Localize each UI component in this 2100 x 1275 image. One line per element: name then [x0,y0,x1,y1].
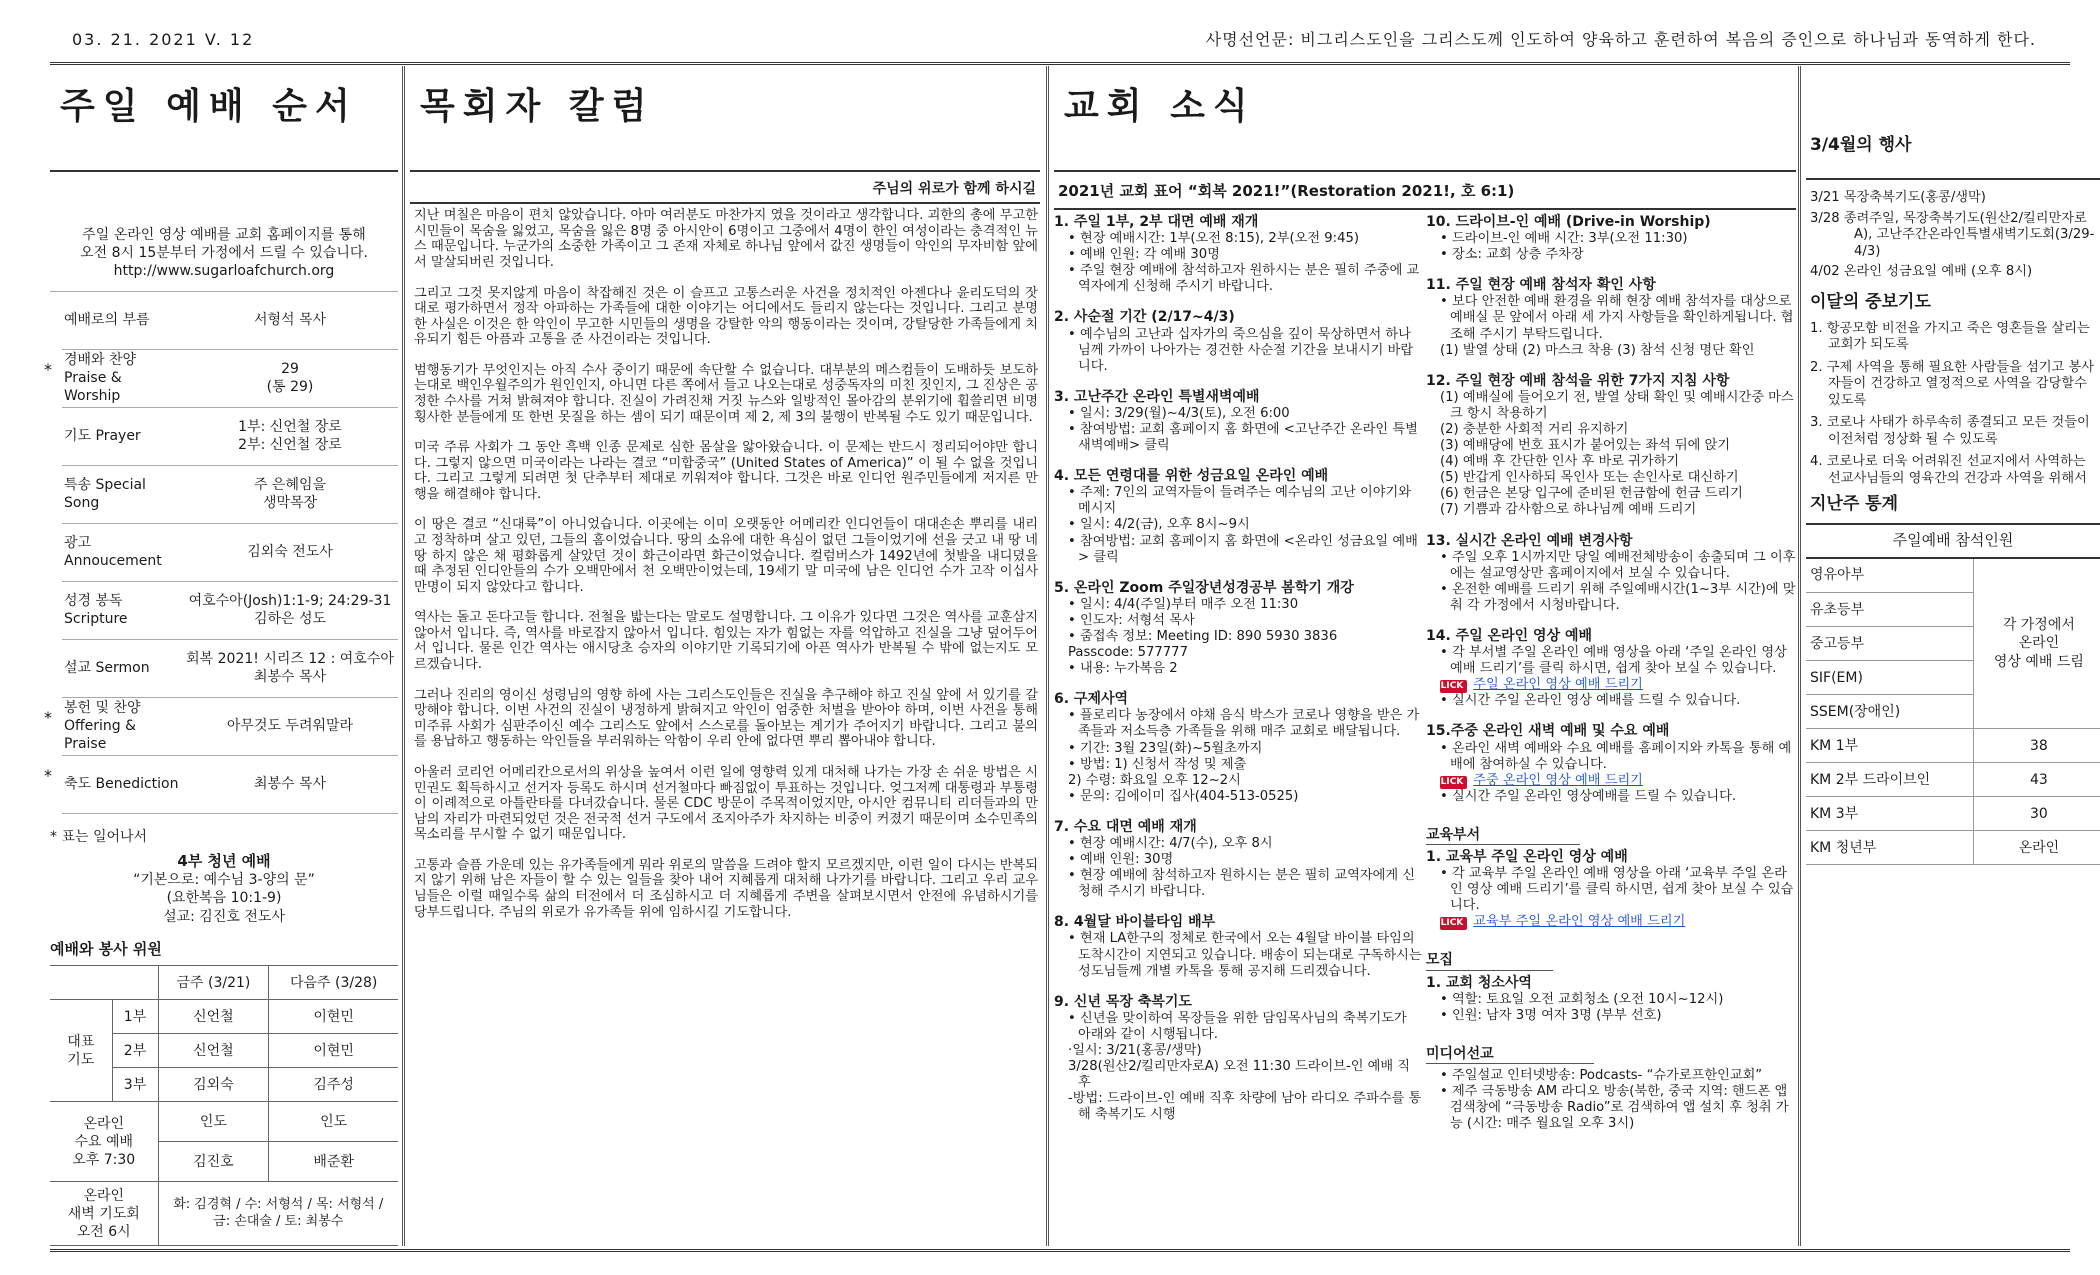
column-paragraph: 이 땅은 결코 “신대륙”이 아니었습니다. 이곳에는 이미 오랫동안 어메리칸 인디언들이 대대손손 뿌리를 내리고 정착하며 살고 있던, 그들의 홈이었습니다. 땅의 소유에 대한 욕심이 없던 그들이었기에 선을 긋고 내 땅 네 땅 하지 않은 채 평화롭게 살았던 것이 화근이라면 화근이었습니다. 컬럼버스가 1492년에 첫발을 내디뎠을 때 추정된 인디안들의 수가 오백만에서 천 오백만이었는데, 19세기 말 미국에 남은 인디언 수가 고작 이십사만명이 되지 않았다고 합니다. [414,517,1038,595]
column-divider [1798,66,1801,1246]
news-item-title: 11. 주일 현장 예배 참석자 확인 사항 [1426,277,1656,294]
church-url[interactable]: http://www.sugarloafchurch.org [113,263,335,280]
column-paragraph: 지난 며칠은 마음이 편치 않았습니다. 아마 여러분도 마찬가지 였을 것이라고 생각합니다. 괴한의 총에 무고한 시민들이 목숨을 잃었고, 목숨을 잃은 8명 중 아시안이 6명이고 그중에서 4명이 한인 여성이라는 충격적인 뉴스 때문입니다. 누군가의 소중한 가족이고 그 존재 자체로 하나님 앞에서 값진 생명들이 악인의 무자비함 앞에서 말살되버린 것입니다. [414,208,1038,270]
attendance-label: SIF(EM) [1806,661,1973,695]
order-label: 기도 Prayer [64,427,141,444]
news-section-title: 미디어선교 [1426,1046,1594,1064]
prayer-item: 4. 코로나로 더욱 어려워진 선교지에서 사역하는 선교사님들의 영육간의 건강과 사역을 위해서 [1810,454,2087,486]
news-line: • 주일 현장 예배에 참석하고자 원하시는 분은 필히 주중에 교역자에게 신청해 주시기 바랍니다. [1068,263,1420,295]
news-item [1054,994,1422,1124]
church-news-title: 교회 소식 [1064,86,1256,127]
attendance-label: KM 3부 [1806,797,1973,831]
news-item-body [1054,231,1422,295]
news-item-body [1426,231,1796,263]
news-line: ·일시: 3/21(홍콩/생막) [1068,1042,1202,1058]
dawn-prayer-leaders: 화: 김경혁 / 수: 서형석 / 목: 서형석 / 금: 손대술 / 토: 최봉수 [158,1182,398,1246]
order-label: 설교 Sermon [64,659,150,676]
news-item-body [1054,708,1422,805]
duty-table [50,965,398,1246]
attendance-row [1806,763,2100,797]
youth-worship [50,852,398,926]
news-item [1054,819,1422,900]
intro-line: 주일 온라인 영상 예배를 교회 홈페이지를 통해 [82,227,366,243]
youth-sermon-title: “기본으로: 예수님 3-양의 문” [133,872,315,889]
news-list-left [1054,214,1422,1137]
attendance-value: 30 [1973,797,2100,831]
news-line: (3) 예배당에 번호 표시가 붙어있는 좌석 뒤에 앉기 [1440,438,1731,454]
worship-order-item [44,698,398,756]
worship-order-item [44,756,398,814]
news-item-body [1426,1068,1796,1132]
news-link-row [1434,677,1796,693]
pastor-column-title: 목회자 칼럼 [420,86,655,127]
news-line: (1) 발열 상태 (2) 마스크 착용 (3) 참석 신청 명단 확인 [1440,342,1755,358]
news-line: • 주제: 7인의 교역자들이 들려주는 예수님의 고난 이야기와 메시지 [1068,485,1411,517]
news-line: • 제주 극동방송 AM 라디오 방송(북한, 중국 지역: 핸드폰 앱 검색창에 “극동방송 Radio”로 검색하여 앱 설치 후 청취 가능 (시간: 매주 월요일 오후 3시) [1440,1083,1789,1132]
worship-order-title: 주일 예배 순서 [60,86,358,127]
duty-cell: 3부 [112,1068,158,1102]
order-label: 특송 Special Song [64,476,146,512]
news-item-title: 1. 주일 1부, 2부 대면 예배 재개 [1054,214,1259,230]
news-line: (1) 예배실에 들어오기 전, 발열 상태 확인 및 예배시간중 마스크 항시 착용하기 [1440,389,1794,421]
event-item: 3/28 종려주일, 목장축복기도(원산2/킬리만자로A), 고난주간온라인특별새벽기도회(3/29-4/3) [1810,210,2095,259]
news-line: 3/28(원산2/킬리만자로A) 오전 11:30 드라이브-인 예배 직후 [1068,1059,1411,1091]
worship-order-column [44,66,398,1246]
news-item [1054,468,1422,566]
prayer-title: 이달의 중보기도 [1810,291,1931,312]
worship-order-list [44,292,398,814]
event-item: 3/21 목장축복기도(홍콩/생막) [1810,190,1986,206]
duty-cell: 인도 [158,1102,269,1142]
news-item [1426,214,1796,263]
news-item-body [1426,741,1796,805]
column-subtitle: 주님의 위로가 함께 하시길 [410,172,1040,204]
news-line: • 실시간 주일 온라인 영상 예배를 드릴 수 있습니다. [1440,693,1741,709]
news-link-row [1434,772,1796,789]
sidebar-column [1806,66,2100,1246]
attendance-row [1806,831,2100,865]
news-line: • 각 교육부 주일 온라인 예배 영상을 아래 ‘교육부 주일 온라인 영상 예배 드리기’를 클릭 하시면, 쉽게 찾아 보실 수 있습니다. [1440,866,1794,914]
attendance-label: KM 1부 [1806,729,1973,763]
news-item-body [1426,992,1796,1024]
news-item-body [1054,406,1422,454]
order-label: 예배로의 부름 [64,311,150,328]
news-item-title: 7. 수요 대면 예배 재개 [1054,818,1197,835]
youth-scripture: (요한복음 10:1-9) [166,890,282,907]
column-paragraph: 미국 주류 사회가 그 동안 흑백 인종 문제로 심한 몸살을 앓아왔습니다. 이 문제는 반드시 정리되어야만 합니다. 그렇지 않으면 미국이라는 나라는 결코 “미합중국” (United States of America)” 이 될 수 없을 것입니다. 그리고 그렇게 되려면 첫 단추부터 제대로 끼워져야 합니다. 그것은 바로 인디언 원주민들에게 저지른 만행을 해결해야 합니다. [414,440,1038,502]
duty-cell: 배준환 [269,1142,398,1182]
news-item [1054,214,1422,295]
duty-cell: 김외숙 [158,1068,269,1102]
column-body [410,204,1040,920]
worship-order-item [44,350,398,408]
order-value: 김외숙 전도사 [247,543,333,560]
news-line: (4) 예배 후 간단한 인사 후 바로 귀가하기 [1440,454,1680,470]
news-item [1054,914,1422,979]
news-item-title: 2. 사순절 기간 (2/17~4/3) [1054,309,1235,326]
order-label: 축도 Benediction [64,775,179,792]
news-line: • 드라이브-인 예배 시간: 3부(오전 11:30) [1440,231,1688,247]
attendance-label: SSEM(장애인) [1806,695,1973,729]
duty-cell: 인도 [269,1102,398,1142]
divider [50,170,398,172]
page-header [0,0,2100,62]
news-line: • 인도자: 서형석 목사 [1068,612,1195,628]
news-line: • 온라인 새벽 예배와 수요 예배를 홈페이지와 카톡을 통해 예배에 참여하실 수 있습니다. [1440,740,1792,772]
news-item-title: 8. 4월달 바이블타임 배부 [1054,914,1216,931]
attendance-label: 중고등부 [1806,627,1973,661]
attendance-row [1806,559,2100,593]
attendance-label: KM 2부 드라이브인 [1806,763,1973,797]
order-label: 성경 봉독 Scripture [64,592,128,628]
attendance-header: 주일예배 참석인원 [1806,523,2100,559]
attendance-label: KM 청년부 [1806,831,1973,865]
news-line: • 일시: 4/4(주일)부터 매주 오전 11:30 [1068,596,1299,612]
news-line: • 주일 오후 1시까지만 당일 예배전체방송이 송출되며 그 이후에는 설교영상만 홈페이지에서 보실 수 있습니다. [1440,549,1796,581]
news-link-row [1434,914,1796,930]
youth-preacher: 설교: 김진호 전도사 [163,908,285,925]
church-news-column [1054,66,1796,1246]
news-item-title: 6. 구제사역 [1054,691,1129,708]
news-line: • 실시간 주일 온라인 영상예배를 드릴 수 있습니다. [1440,788,1737,804]
news-item-title: 1. 교육부 주일 온라인 영상 예배 [1426,848,1628,865]
rep-prayer-label: 대표 기도 [50,1000,112,1102]
order-value: 1부: 신언철 장로 2부: 신언철 장로 [238,418,342,454]
online-worship-intro [50,212,398,292]
attendance-row [1806,729,2100,763]
click-icon: CLICK [1440,917,1467,930]
order-label: 봉헌 및 찬양 Offering & Praise [64,699,141,753]
news-line: • 내용: 누가복음 2 [1068,661,1178,677]
news-item-title: 14. 주일 온라인 영상 예배 [1426,628,1593,644]
news-line: • 방법: 1) 신청서 작성 및 제출 [1068,756,1247,772]
news-line: • 일시: 3/29(월)~4/3(토), 오전 6:00 [1068,405,1290,421]
news-item-body [1426,294,1796,358]
news-line: 2) 수령: 화요일 오후 12~2시 [1068,772,1241,788]
news-line: • 주일설교 인터넷방송: Podcasts- “슈가로프한인교회” [1440,1067,1763,1083]
attendance-row [1806,797,2100,831]
news-line: • 각 부서별 주일 온라인 예배 영상을 아래 ‘주일 온라인 영상 예배 드리기’를 클릭 하시면, 쉽게 찾아 보실 수 있습니다. [1440,645,1787,677]
news-line: • 인원: 남자 3명 여자 3명 (부부 선호) [1440,1007,1662,1023]
news-item-title: 9. 신년 목장 축복기도 [1054,993,1192,1010]
bottom-rule [50,1249,2070,1252]
news-line: • 현장 예배에 참석하고자 원하시는 분은 필히 교역자에게 신청해 주시기 바랍니다. [1068,868,1416,900]
news-item-body [1426,390,1796,519]
prayer-item: 3. 코로나 사태가 하루속히 종결되고 모든 것들이 이전처럼 정상화 될 수 있도록 [1810,415,2090,447]
news-item-title: 1. 교회 청소사역 [1426,974,1532,991]
news-item-title: 12. 주일 현장 예배 참석을 위한 7가지 지침 사항 [1426,372,1730,389]
news-line: • 참여방법: 교회 홈페이지 홈 화면에 <온라인 성금요일 예배> 클릭 [1068,533,1418,565]
order-value: 여호수아(Josh)1:1-9; 24:29-31 김하은 성도 [188,592,392,628]
prayer-list [1806,321,2100,488]
duty-cell: 2부 [112,1034,158,1068]
news-line: • 현장 예배시간: 1부(오전 8:15), 2부(오전 9:45) [1068,231,1360,247]
order-value: 주 은혜임을 생막목장 [253,476,327,512]
attendance-table [1806,559,2100,866]
news-line: Passcode: 577777 [1068,645,1188,661]
worship-order-item [62,466,398,524]
worship-order-item [62,292,398,350]
news-item [1054,389,1422,454]
duty-cell: 이현민 [269,1000,398,1034]
news-item-body [1054,931,1422,979]
news-item [1426,723,1796,804]
worship-order-item [62,640,398,698]
dawn-prayer-label: 온라인 새벽 기도회 오전 6시 [50,1182,158,1246]
news-line: (5) 반갑게 인사하되 목인사 또는 손인사로 대신하기 [1440,470,1739,486]
issue-date: 03. 21. 2021 V. 12 [72,30,255,49]
news-item-title: 15.주중 온라인 새벽 예배 및 수요 예배 [1426,723,1670,740]
standing-mark: * [44,359,52,379]
news-line: (2) 충분한 사회적 거리 유지하기 [1440,421,1629,437]
worship-order-item [62,524,398,582]
column-paragraph: 그러나 진리의 영이신 성령님의 영향 하에 사는 그리스도인들은 진실을 추구해야 하고 진실 앞에 서 있기를 갈망해야 합니다. 이번 사건의 진실이 냉정하게 밝혀지고 악인이 엄중한 처벌을 받아야 하며, 이번 사건을 통해 미주류 사회가 심판주이신 예수 그리스도 앞에서 스스로를 돌아보는 계기가 주어지기 바랍니다. 그리고 불의를 용납하고 행동하는 악인들을 부러워하는 악함이 우리 안에 없다면 뿌리 뽑아내야 합니다. [414,687,1038,750]
duty-cell: 김진호 [158,1142,269,1182]
news-item-body [1054,485,1422,565]
standing-mark: * [44,707,52,727]
click-icon: CLICK [1440,680,1467,693]
news-item [1426,533,1796,614]
events-list [1806,190,2100,281]
order-value: 최봉수 목사 [253,775,327,792]
column-paragraph: 범행동기가 무엇인지는 아직 수사 중이기 때문에 속단할 수 없습니다. 대부분의 메스컴들이 도배하듯 보도하는대로 백인우월주의가 원인인지, 아니면 다른 쪽에서 들고 나오는대로 성중독자의 미친 짓인지, 그 진상은 공정한 수사를 거쳐 밝혀져야 합니다. 진실이 가려진채 거짓 뉴스와 일방적인 몰아감의 분위기에 휩쓸리면 비명횡사한 분들에게 또 한번 못질을 하는 셈이 되기 때문이며 제 2, 제 3의 불행이 반복될 수도 있기 때문입니다. [414,362,1038,425]
order-value: 아무것도 두려워말라 [226,717,354,734]
worship-order-item [62,582,398,640]
news-item [1054,691,1422,805]
column-divider [402,66,405,1246]
news-item-body [1054,836,1422,900]
news-line: • 예배 인원: 각 예배 30명 [1068,247,1220,263]
news-line: • 참여방법: 교회 홈페이지 홈 화면에 <고난주간 온라인 특별새벽예배> 클릭 [1068,421,1418,454]
top-rule [50,62,2070,65]
news-item [1426,277,1796,358]
news-line: • 예배 인원: 30명 [1068,852,1174,868]
order-value: 서형석 목사 [253,311,327,328]
attendance-value: 43 [1973,763,2100,797]
news-line: • 줌접속 정보: Meeting ID: 890 5930 3836 [1068,628,1338,644]
youth-title: 4부 청년 예배 [177,851,271,870]
news-item-title: 4. 모든 연령대를 위한 성금요일 온라인 예배 [1054,468,1329,485]
online-wed-label: 온라인 수요 예배 오후 7:30 [50,1102,158,1182]
divider [1806,178,2100,180]
news-line: -방법: 드라이브-인 예배 직후 차량에 남아 라디오 주파수를 통해 축복기도 시행 [1068,1091,1422,1123]
pastor-column [410,66,1040,1246]
news-line: • 현재 LA한구의 정체로 한국에서 오는 4월달 바이블 타임의 도착시간이 지연되고 있습니다. 배송이 되는대로 구독하시는 성도님들께 개별 카톡을 통해 공지해 드리겠습니다. [1068,931,1422,979]
news-line: • 일시: 4/2(금), 오후 8시~9시 [1068,517,1250,533]
events-title: 3/4월의 행사 [1810,135,1912,155]
news-section-title: 모집 [1426,952,1553,970]
news-item-title: 5. 온라인 Zoom 주일장년성경공부 봄학기 개강 [1054,579,1354,596]
news-item [1426,849,1796,930]
news-item-body [1054,597,1422,677]
news-item [1426,975,1796,1024]
news-item [1426,373,1796,519]
column-paragraph: 역사는 돌고 돈다고들 합니다. 전철을 밟는다는 말로도 설명합니다. 그 이유가 있다면 그것은 역사를 교훈삼지 않아서 입니다. 즉, 역사를 바로잡지 않아서 입니다. 힘있는 자가 힘없는 자를 억압하고 진실을 그냥 덮어두어서 입니다. 물론 인간 역사는 애시당초 승자의 이야기만 기록되기에 아픈 역사가 반복될 수 밖에 없는지도 모르겠습니다. [414,610,1038,673]
news-line: • 예수님의 고난과 십자가의 죽으심을 깊이 묵상하면서 하나님께 가까이 나아가는 경건한 사순절 기간을 보내시기 바랍니다. [1068,326,1414,374]
news-line: • 온전한 예배를 드리기 위해 주일예배시간(1~3부 시간)에 맞춰 각 가정에서 시청바랍니다. [1440,581,1796,613]
duty-next-week: 다음주 (3/28) [269,966,398,1000]
attendance-value: 온라인 [1973,831,2100,865]
video-link[interactable]: 주일 온라인 영상 예배 드리기 [1473,677,1643,693]
duty-this-week: 금주 (3/21) [158,966,269,1000]
order-value: 회복 2021! 시리즈 12 : 여호수아 최봉수 목사 [186,650,394,686]
click-icon: CLICK [1440,776,1467,789]
order-label: 경배와 찬양 Praise & Worship [64,351,137,405]
attendance-value: 38 [1973,729,2100,763]
column-paragraph: 아울러 코리언 어메리칸으로서의 위상을 높여서 이런 일에 영향력 있게 대처해 나가는 가장 손 쉬운 방법은 시민권도 획득하시고 선거자 등록도 하시며 선거철마다 빠짐없이 투표하는 것입니다. 엊그저께 대통령과 부통령이 이례적으로 아틀란타를 다녀갔습니다. 물론 CDC 방문이 주목적이었지만, 아시안 컴뮤니티 리더들과의 만남의 자리가 마련되었던 것은 전국적 선거 구도에서 조지아주가 차지하는 비중이 커졌기 때문이며 소수민족의 목소리를 무시할 수 없기 때문입니다. [414,764,1038,843]
news-item-title: 10. 드라이브-인 예배 (Drive-in Worship) [1426,214,1711,230]
news-line: • 신년을 맞이하여 목장들을 위한 담임목사님의 축복기도가 아래와 같이 시행됩니다. [1068,1010,1407,1042]
prayer-item: 2. 구제 사역을 통해 필요한 사람들을 섬기고 봉사자들이 건강하고 열정적으로 사역을 감당할수 있도록 [1810,359,2094,408]
news-line: (7) 기쁨과 감사함으로 하나님께 예배 드리기 [1440,502,1697,518]
news-item-body [1054,1011,1422,1124]
mission-statement: 사명선언문: 비그리스도인을 그리스도께 인도하여 양육하고 훈련하여 복음의 증인으로 하나님과 동역하게 한다. [1205,30,2036,49]
news-item-body [1426,866,1796,930]
attendance-label: 영유아부 [1806,559,1973,593]
column-paragraph: 고통과 슬픔 가운데 있는 유가족들에게 뭐라 위로의 말씀을 드려야 할지 모르겠지만, 이런 일이 다시는 반복되지 않기 위해 남은 자들이 할 수 있는 일들을 찾아 내어 지혜롭게 대처해 나가기를 바랍니다. 그리고 우리 교우님들은 이럴 때일수록 삶의 터전에서 더 조심하시고 더 지혜롭게 주변을 살펴보시면서 안전에 유념하시기를 당부드립니다. 주님의 위로가 유가족들 위에 임하시길 기도합니다. [414,857,1038,920]
news-line: • 문의: 김에이미 집사(404-513-0525) [1068,788,1299,804]
column-divider [1046,66,1049,1246]
standing-note: * 표는 일어나서 [50,828,148,845]
news-item-body [1426,550,1796,614]
duty-cell: 김주성 [269,1068,398,1102]
news-item [1054,580,1422,678]
duty-cell: 이현민 [269,1034,398,1068]
column-paragraph: 그리고 그것 못지않게 마음이 착잡해진 것은 이 슬프고 고통스러운 사건을 정치적인 아젠다나 윤리도덕의 잣대로 평가하면서 정작 아파하는 가족들에 대한 이야기는 어디에서도 들리지 않는다는 것입니다. 그리고 분명한 사실은 이것은 한 악인이 무고한 시민들의 생명을 강탈한 악의 행동이라는 것이며, 강탈당한 가족들에게 치유되기 힘든 아픔과 고통을 준 사건이라는 것입니다. [414,285,1038,348]
duty-title: 예배와 봉사 위원 [50,939,162,958]
news-item-body [1426,645,1796,709]
news-item [1426,628,1796,709]
video-link[interactable]: 교육부 주일 온라인 영상 예배 드리기 [1473,914,1686,930]
news-line: • 현장 예배시간: 4/7(수), 오후 8시 [1068,835,1273,851]
news-section-title: 교육부서 [1426,827,1580,845]
news-line: • 플로리다 농장에서 야채 음식 박스가 코로나 영향을 받은 가족들과 저소득층 가족들을 위해 매주 교회로 배달됩니다. [1068,708,1420,740]
news-line: • 장소: 교회 상층 주차장 [1440,247,1584,263]
event-item: 4/02 온라인 성금요일 예배 (오후 8시) [1810,264,2033,280]
news-item-title: 3. 고난주간 온라인 특별새벽예배 [1054,388,1260,405]
news-line: • 역할: 토요일 오전 교회청소 (오전 10시~12시) [1440,991,1724,1007]
attendance-value: 각 가정에서 온라인 영상 예배 드림 [1973,559,2100,729]
news-item-title: 13. 실시간 온라인 예배 변경사항 [1426,532,1633,549]
news-line: (6) 헌금은 본당 입구에 준비된 헌금함에 헌금 드리기 [1440,486,1743,502]
duty-cell: 신언철 [158,1000,269,1034]
video-link[interactable]: 주중 온라인 영상 예배 드리기 [1473,772,1643,788]
news-list-right [1426,214,1796,1146]
church-motto: 2021년 교회 표어 “회복 2021!”(Restoration 2021!, 호 6:1) [1054,172,1796,210]
order-value: 29 (통 29) [266,360,314,396]
prayer-item: 1. 항공모함 비전을 가지고 죽은 영혼들을 살리는 교회가 되도록 [1810,320,2090,353]
news-item-body [1054,327,1422,375]
duty-cell: 신언철 [158,1034,269,1068]
news-line: • 기간: 3월 23일(화)~5월초까지 [1068,740,1263,756]
news-item [1426,1068,1796,1132]
news-line: • 보다 안전한 예배 환경을 위해 현장 예배 참석자를 대상으로 예배실 문 앞에서 아래 세 가지 사항들을 확인하게됩니다. 협조해 주시기 부탁드립니다. [1440,294,1794,342]
news-item [1054,309,1422,374]
stats-title: 지난주 통계 [1810,494,1899,515]
order-label: 광고 Annoucement [64,534,162,570]
attendance-label: 유초등부 [1806,593,1973,627]
intro-line: 오전 8시 15분부터 가정에서 드릴 수 있습니다. [80,245,368,262]
standing-mark: * [44,765,52,785]
worship-order-item [62,408,398,466]
duty-cell: 1부 [112,1000,158,1034]
